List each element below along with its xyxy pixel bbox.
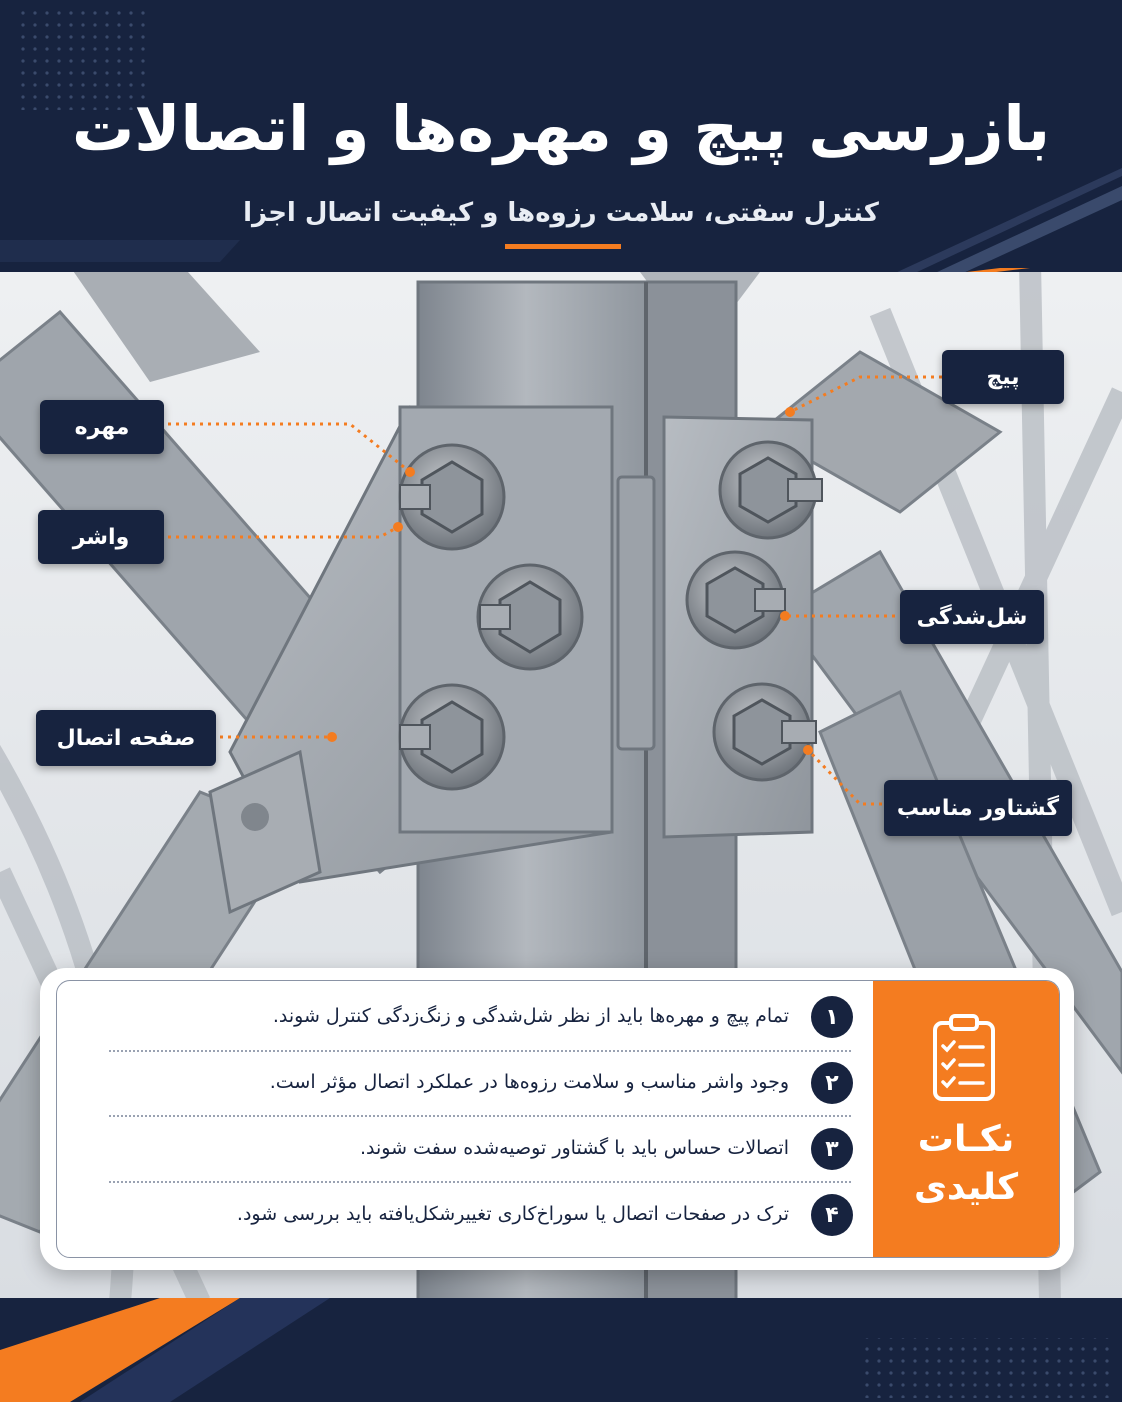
splice-plate (618, 477, 654, 749)
callout-label-bolt: پیچ (942, 350, 1064, 404)
footer-stripes-decoration (0, 1298, 1122, 1402)
tip-text: تمام پیچ و مهره‌ها باید از نظر شل‌شدگی و زنگ‌زدگی کنترل شوند. (272, 1005, 789, 1027)
tip-item (77, 985, 853, 1047)
header-banner (0, 0, 1122, 280)
tip-number-badge: ۲ (811, 1062, 853, 1104)
callout-label-plate: صفحه اتصال (36, 710, 216, 766)
subtitle-underline (505, 244, 621, 249)
callout-label-washer: واشر (38, 510, 164, 564)
bolt-nut-assembly (400, 685, 504, 789)
tip-item (77, 1051, 853, 1113)
bolt-nut-assembly (400, 445, 504, 549)
tip-text: ترک در صفحات اتصال یا سوراخ‌کاری تغییرشکل‌یافته باید بررسی شود. (236, 1203, 789, 1225)
key-tips-frame (56, 980, 1060, 1258)
key-tips-heading-line2: کلیدی (913, 1167, 1019, 1208)
checklist-clipboard-icon (929, 1013, 999, 1103)
callout-label-loosening: شل‌شدگی (900, 590, 1044, 644)
key-tips-heading-block (873, 981, 1059, 1257)
callout-label-torque: گشتاور مناسب (884, 780, 1072, 836)
tip-item (77, 1183, 853, 1245)
tip-number-badge: ۳ (811, 1128, 853, 1170)
tip-item (77, 1117, 853, 1179)
key-tips-heading-line1: نکـات (917, 1119, 1015, 1160)
bolt-nut-assembly (687, 552, 785, 648)
page-subtitle: کنترل سفتی، سلامت رزوه‌ها و کیفیت اتصال اجزا (243, 198, 879, 228)
tip-text: وجود واشر مناسب و سلامت رزوه‌ها در عملکرد اتصال مؤثر است. (269, 1071, 789, 1093)
footer-band (0, 1298, 1122, 1402)
callout-label-nut: مهره (40, 400, 164, 454)
page-title: بازرسی پیچ و مهره‌ها و اتصالات (71, 92, 1051, 165)
key-tips-panel (40, 968, 1074, 1270)
tip-number-badge: ۱ (811, 996, 853, 1038)
tip-number-badge: ۴ (811, 1194, 853, 1236)
bolt-nut-assembly (478, 565, 582, 669)
tip-text: اتصالات حساس باید با گشتاور توصیه‌شده سفت شوند. (359, 1137, 789, 1159)
